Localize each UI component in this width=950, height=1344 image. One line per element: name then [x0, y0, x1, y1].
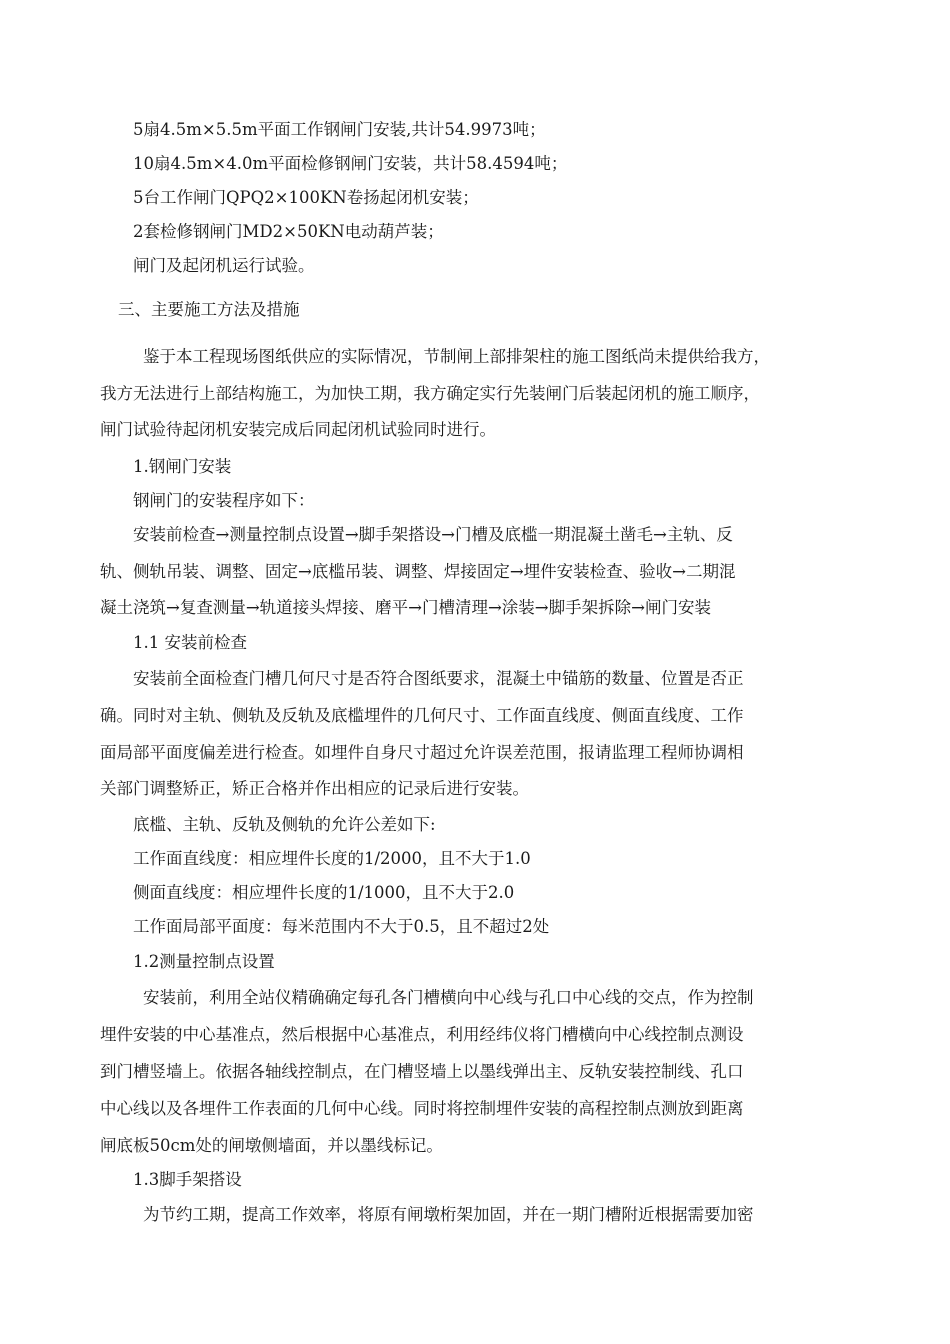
text-line: 底槛、主轨、反轨及侧轨的允许公差如下: — [133, 815, 436, 834]
subsection-heading: 1.2测量控制点设置 — [133, 952, 275, 971]
text-line: 2套检修钢闸门MD2×50KN电动葫芦装； — [133, 222, 444, 241]
text-line: 安装前，利用全站仪精确确定每孔各门槽横向中心线与孔口中心线的交点，作为控制 — [143, 988, 754, 1007]
text-line: 确。同时对主轨、侧轨及反轨及底槛埋件的几何尺寸、工作面直线度、侧面直线度、工作 — [100, 706, 744, 725]
text-line: 闸门及起闭机运行试验。 — [133, 256, 315, 275]
text-line: 中心线以及各埋件工作表面的几何中心线。同时将控制埋件安装的高程控制点测放到距离 — [100, 1099, 744, 1118]
text-line: 关部门调整矫正，矫正合格并作出相应的记录后进行安装。 — [100, 779, 529, 798]
text-line: 埋件安装的中心基准点，然后根据中心基准点，利用经纬仪将门槽横向中心线控制点测设 — [100, 1025, 744, 1044]
text-line: 闸门试验待起闭机安装完成后同起闭机试验同时进行。 — [100, 420, 496, 439]
text-line: 工作面直线度：相应埋件长度的1/2000，且不大于1.0 — [133, 849, 531, 868]
text-line: 闸底板50cm处的闸墩侧墙面，并以墨线标记。 — [100, 1136, 443, 1155]
text-line: 凝土浇筑→复查测量→轨道接头焊接、磨平→门槽清理→涂装→脚手架拆除→闸门安装 — [100, 598, 711, 617]
text-line: 钢闸门的安装程序如下： — [133, 491, 315, 510]
text-line: 侧面直线度：相应埋件长度的1/1000，且不大于2.0 — [133, 883, 515, 902]
text-line: 到门槽竖墙上。依据各轴线控制点，在门槽竖墙上以墨线弹出主、反轨安装控制线、孔口 — [100, 1062, 744, 1081]
text-line: 我方无法进行上部结构施工，为加快工期，我方确定实行先装闸门后装起闭机的施工顺序， — [100, 384, 760, 403]
subsection-heading: 1.1 安装前检查 — [133, 633, 247, 652]
text-line: 工作面局部平面度：每米范围内不大于0.5，且不超过2处 — [133, 917, 550, 936]
text-line: 5扇4.5m×5.5m平面工作钢闸门安装,共计54.9973吨； — [133, 120, 546, 139]
text-line: 10扇4.5m×4.0m平面检修钢闸门安装，共计58.4594吨； — [133, 154, 568, 173]
subsection-heading: 1.钢闸门安装 — [133, 457, 232, 476]
text-line: 安装前全面检查门槽几何尺寸是否符合图纸要求，混凝土中锚筋的数量、位置是否正 — [133, 669, 744, 688]
text-line: 安装前检查→测量控制点设置→脚手架搭设→门槽及底槛一期混凝土凿毛→主轨、反 — [133, 525, 733, 544]
text-line: 鉴于本工程现场图纸供应的实际情况，节制闸上部排架柱的施工图纸尚未提供给我方， — [143, 347, 770, 366]
text-line: 面局部平面度偏差进行检查。如埋件自身尺寸超过允许误差范围，报请监理工程师协调相 — [100, 743, 744, 762]
text-line: 5台工作闸门QPQ2×100KN卷扬起闭机安装； — [133, 188, 479, 207]
subsection-heading: 1.3脚手架搭设 — [133, 1170, 242, 1189]
section-heading: 三、主要施工方法及措施 — [118, 300, 300, 319]
text-line: 轨、侧轨吊装、调整、固定→底槛吊装、调整、焊接固定→埋件安装检查、验收→二期混 — [100, 562, 736, 581]
text-line: 为节约工期，提高工作效率，将原有闸墩桁架加固，并在一期门槽附近根据需要加密 — [143, 1205, 754, 1224]
